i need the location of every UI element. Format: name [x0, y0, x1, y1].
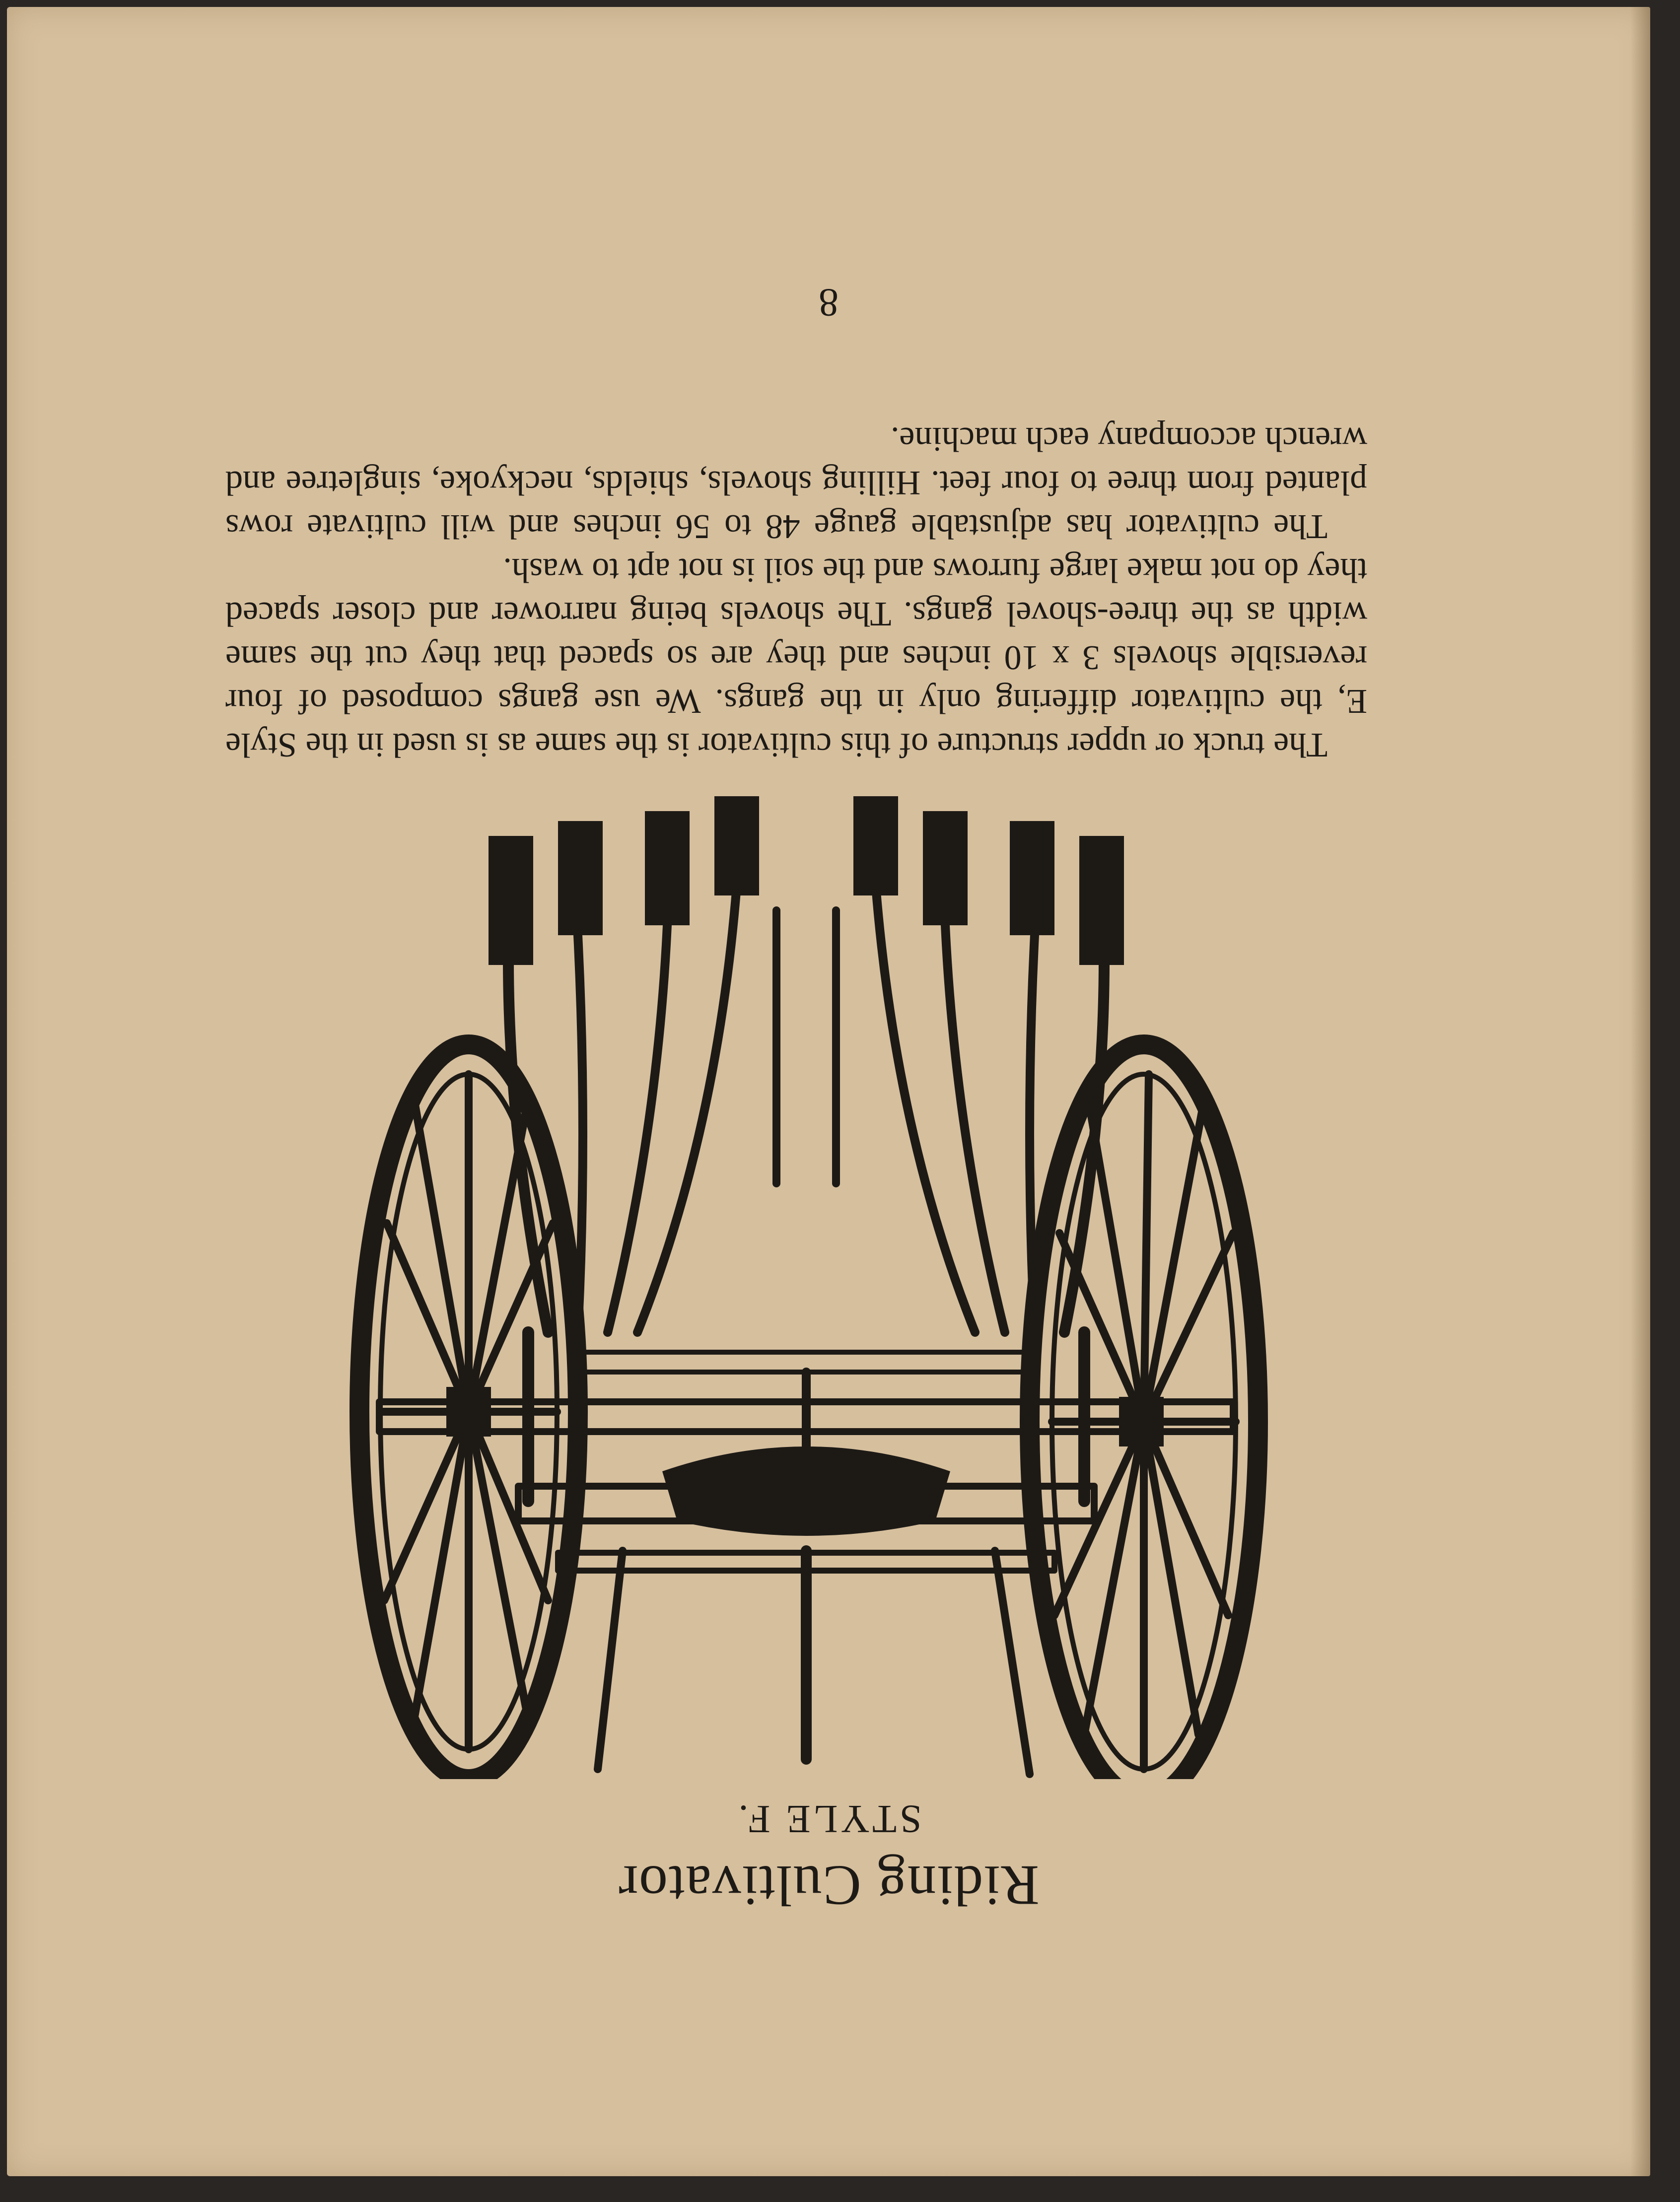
page-content-upside-down	[7, 7, 1650, 2176]
left-wheel	[1030, 1044, 1258, 1779]
right-gang	[489, 796, 776, 1332]
figure-subtitle: STYLE F.	[735, 1797, 922, 1841]
paragraph-2: The cultivator has adjustable gauge 48 to 56 inches and will cultivate rows planted from three to four feet. Hilling shovels, shields, neckyoke, singletree and wrench accompany each machine.	[225, 420, 1367, 546]
figure-title: Riding Cultivator	[618, 1854, 1040, 1917]
seat	[662, 1372, 950, 1536]
body-text	[225, 417, 1367, 766]
tongue-and-neckyoke	[558, 1551, 1054, 1774]
page-number: 8	[819, 280, 839, 324]
left-gang	[836, 796, 1124, 1332]
paragraph-1: The truck or upper structure of this cultivator is the same as is used in the Style E, the cultivator differing only in the gangs. We use gangs composed of four reversible shovels 3 x 10 inches and they are so spaced that they cut the same width as the three-shovel gangs. The shovels being narrower and closer spaced they do not make large furrows and the soil is not apt to wash.	[225, 551, 1367, 764]
right-wheel	[359, 1044, 578, 1779]
book-page	[7, 7, 1650, 2176]
